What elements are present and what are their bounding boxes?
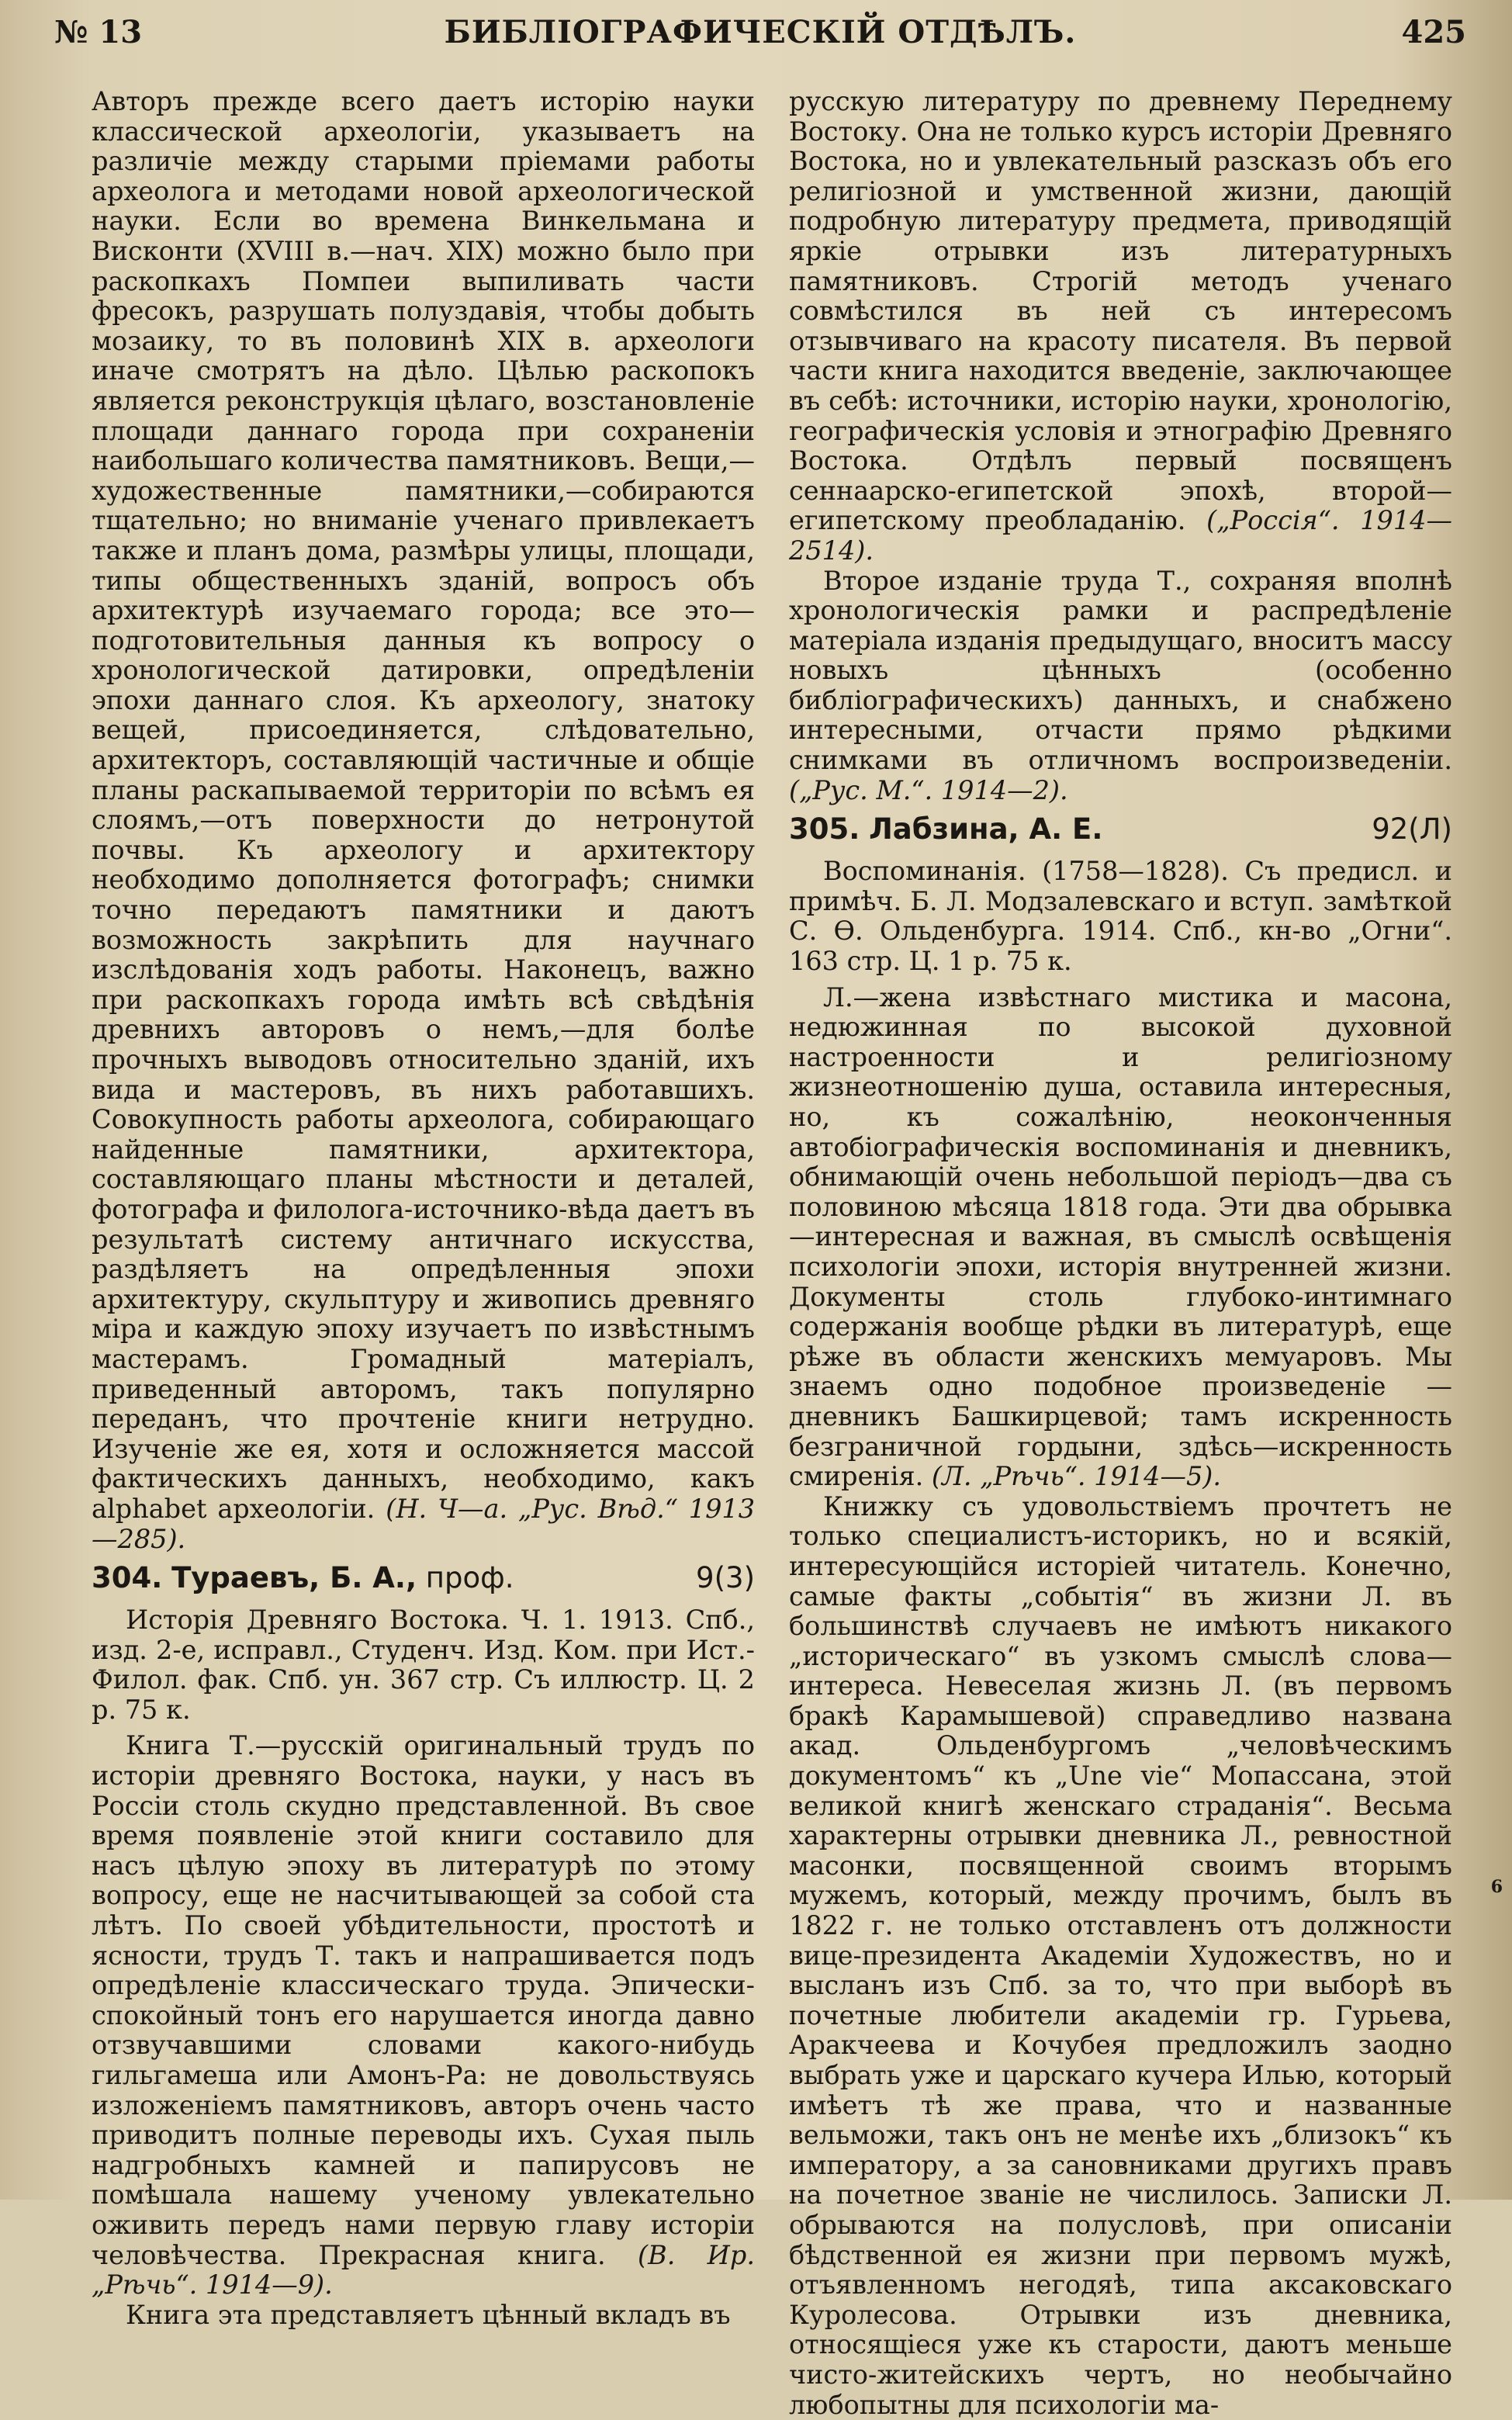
entry-author-title: проф. xyxy=(425,1561,514,1595)
entry-304-review-1: Книга Т.—русскій оригинальный трудъ по исторіи древняго Востока, науки, у насъ въ Россіи столь скудно представленной. Въ свое время появленіе этой книги составило для насъ цѣлую эпоху въ литературѣ по этому вопросу, еще не насчитывающей за собой ста лѣтъ. По своей убѣдительности, простотѣ и ясности, трудъ Т. такъ и напрашивается подъ опредѣленіе классическаго труда. Эпически-спокойный тонъ его нарушается иногда давно отзвучавшими словами какого-нибудь гильгамеша или Амонъ-Ра: не довольствуясь изложеніемъ памятниковъ, авторъ очень часто приводитъ полные переводы ихъ. Сухая пыль надгробныхъ камней и папирусовъ не помѣшала нашему ученому увлекательно оживить передъ нами первую главу исторіи человѣчества. Прекрасная книга. (В. Ир. „Рѣчь“. 1914—9). xyxy=(92,1730,755,2301)
page-header xyxy=(54,14,1466,59)
classification-code: 92(Л) xyxy=(1372,812,1452,846)
margin-mark: 6 xyxy=(1490,1877,1503,1897)
entry-305-review-2: Книжку съ удовольствіемъ прочтетъ не только специалистъ-историкъ, но и всякій, интересующійся исторіей читатель. Конечно, самые факты „событія“ въ жизни Л. въ большинствѣ случаевъ не имѣютъ никакого „историческаго“ въ узкомъ смыслѣ слова—интереса. Невеселая жизнь Л. (въ первомъ бракѣ Карамышевой) справедливо названа акад. Ольденбургомъ „человѣческимъ документомъ“ къ „Une vie“ Мопассана, этой великой книгѣ женскаго страданія“. Весьма характерны отрывки дневника Л., ревностной масонки, посвященной своимъ вторымъ мужемъ, который, между прочимъ, былъ въ 1822 г. не только отставленъ отъ должности вице-президента Академіи Художествъ, но и высланъ изъ Спб. за то, что при выборѣ въ почетные любители академіи гр. Гурьева, Аракчеева и Кочубея предложилъ заодно выбрать уже и царскаго кучера Илью, который имѣетъ тѣ же права, что и названные вельможи, такъ онъ не менѣе ихъ „близокъ“ къ императору, а за сановниками другихъ правъ на почетное званіе не числилось. Записки Л. обрываются на полусловѣ, при описаніи бѣдственной ея жизни при первомъ мужѣ, отъявленномъ негодяѣ, типа аксаковскаго Куролесова. Отрывки изъ дневника, относящіеся уже къ старости, даютъ меньше чисто-житейскихъ чертъ, но необычайно любопытны для психологіи ма- xyxy=(789,1490,1452,2420)
right-column xyxy=(789,87,1452,2420)
review-source: („Рус. М.“. 1914—2). xyxy=(789,774,1068,805)
classification-code: 9(3) xyxy=(696,1561,755,1595)
entry-305-bibliography: Воспоминанія. (1758—1828). Съ предисл. и примѣч. Б. Л. Модзалевскаго и вступ. замѣткой С. Ѳ. Ольденбурга. 1914. Спб., кн-во „Огни“. 163 стр. Ц. 1 р. 75 к. xyxy=(789,856,1452,977)
issue-number: № 13 xyxy=(54,14,143,50)
review-source: (Л. „Рѣчь“. 1914—5). xyxy=(931,1461,1221,1492)
entry-number: 304. xyxy=(92,1561,163,1595)
entry-304-review-3: Второе изданіе труда Т., сохраняя вполнѣ хронологическія рамки и распредѣленіе матеріала изданія предыдущаго, вноситъ массу новыхъ цѣнныхъ (особенно библіографическихъ) данныхъ, и снабжено интересными, отчасти прямо рѣдкими снимками въ отличномъ воспроизведеніи. („Рус. М.“. 1914—2). xyxy=(789,565,1452,805)
review-source: (В. Ир. „Рѣчь“. 1914—9). xyxy=(92,2239,755,2301)
entry-304-review-2-cont: русскую литературу по древнему Переднему Востоку. Она не только курсъ исторіи Древняго Востока, но и увлекательный разсказъ объ его религіозной и умственной жизни, дающій подробную литературу предмета, приводящій яркіе отрывки изъ литературныхъ памятниковъ. Строгій методъ ученаго совмѣстился въ ней съ интересомъ отзывчиваго на красоту писателя. Въ первой части книга находится введеніе, заключающее въ себѣ: источники, исторію науки, хронологію, географическія условія и этнографію Древняго Востока. Отдѣлъ первый посвященъ сеннаарско-египетской эпохѣ, второй—египетскому преобладанію. („Россія“. 1914—2514). xyxy=(789,86,1452,566)
section-title: БИБЛІОГРАФИЧЕСКІЙ ОТДѢЛЪ. xyxy=(444,14,1077,50)
entry-304-heading xyxy=(92,1562,755,1594)
review-source: („Россія“. 1914—2514). xyxy=(789,505,1452,566)
entry-author: Лабзина, А. Е. xyxy=(869,812,1103,846)
review-source: (Н. Ч—а. „Рус. Вѣд.“ 1913—285). xyxy=(92,1493,756,1554)
review-303-text: Авторъ прежде всего даетъ исторію науки классической археологіи, указываетъ на различіе между старыми пріемами работы археолога и методами новой археологической науки. Если во времена Винкельмана и Висконти (XVIII в.—нач. XIX) можно было при раскопкахъ Помпеи выпиливать части фресокъ, разрушать полуздавія, чтобы добыть мозаику, то въ половинѣ XIX в. археологи иначе смотрятъ на дѣло. Цѣлью раскопокъ является реконструкція цѣлаго, возстановленіе площади даннаго города при сохраненіи наибольшаго количества памятниковъ. Вещи,—художественные памятники,—собираются тщательно; но вниманіе ученаго привлекаетъ также и планъ дома, размѣры улицы, площади, типы общественныхъ зданій, вопросъ объ архитектурѣ изучаемаго города; все это—подготовительныя данныя къ вопросу о хронологической датировки, опредѣленіи эпохи даннаго слоя. Къ археологу, знатоку вещей, присоединяется, слѣдовательно, архитекторъ, составляющій частичные и общіе планы раскапываемой территоріи по всѣмъ ея слоямъ,—отъ поверхности до нетронутой почвы. Къ археологу и архитектору необходимо дополняется фотографъ; снимки точно передаютъ памятники и даютъ возможность закрѣпить для научнаго изслѣдованія ходъ работы. Наконецъ, важно при раскопкахъ города имѣть всѣ свѣдѣнія древнихъ авторовъ о немъ,—для болѣе прочныхъ выводовъ относительно зданій, ихъ вида и мастеровъ, въ нихъ работавшихъ. Совокупность работы археолога, собирающаго найденные памятники, архитектора, составляющаго планы мѣстности и деталей, фотографа и филолога-источнико-вѣда даетъ въ результатѣ систему античнаго искусства, раздѣляетъ на опредѣленныя эпохи архитектуру, скульптуру и живопись древняго міра и каждую эпоху изучаетъ по извѣстнымъ мастерамъ. Громадный матеріалъ, приведенный авторомъ, такъ популярно переданъ, что прочтеніе книги нетрудно. Изученіе же ея, хотя и осложняется массой фактическихъ данныхъ, необходимо, какъ alphabet археологіи. (Н. Ч—а. „Рус. Вѣд.“ 1913—285). xyxy=(92,86,756,1554)
left-column xyxy=(92,87,755,2330)
page-number: 425 xyxy=(1401,14,1466,50)
entry-author: Тураевъ, Б. А., xyxy=(171,1561,417,1595)
entry-304-review-2-start: Книга эта представляетъ цѣнный вкладъ въ xyxy=(126,2299,731,2330)
entry-304-bibliography: Исторія Древняго Востока. Ч. 1. 1913. Спб., изд. 2-е, исправл., Студенч. Изд. Ком. при Ист.-Филол. фак. Спб. ун. 367 стр. Съ иллюстр. Ц. 2 р. 75 к. xyxy=(92,1605,755,1725)
entry-305-review-1: Л.—жена извѣстнаго мистика и масона, недюжинная по высокой духовной настроенности и религіозному жизнеотношенію душа, оставила интересныя, но, къ сожалѣнію, неоконченныя автобіографическія воспоминанія и дневникъ, обнимающій очень небольшой періодъ—два съ половиною мѣсяца 1818 года. Эти два обрывка—интересная и важная, въ смыслѣ освѣщенія психологіи эпохи, исторія внутренней жизни. Документы столь глубоко-интимнаго содержанія вообще рѣдки въ литературѣ, еще рѣже въ области женскихъ мемуаровъ. Мы знаемъ одно подобное произведеніе — дневникъ Башкирцевой; тамъ искренность безграничной гордыни, здѣсь—искренность смиренія. (Л. „Рѣчь“. 1914—5). xyxy=(789,982,1452,1492)
entry-number: 305. xyxy=(789,812,860,846)
entry-305-heading xyxy=(789,813,1452,846)
